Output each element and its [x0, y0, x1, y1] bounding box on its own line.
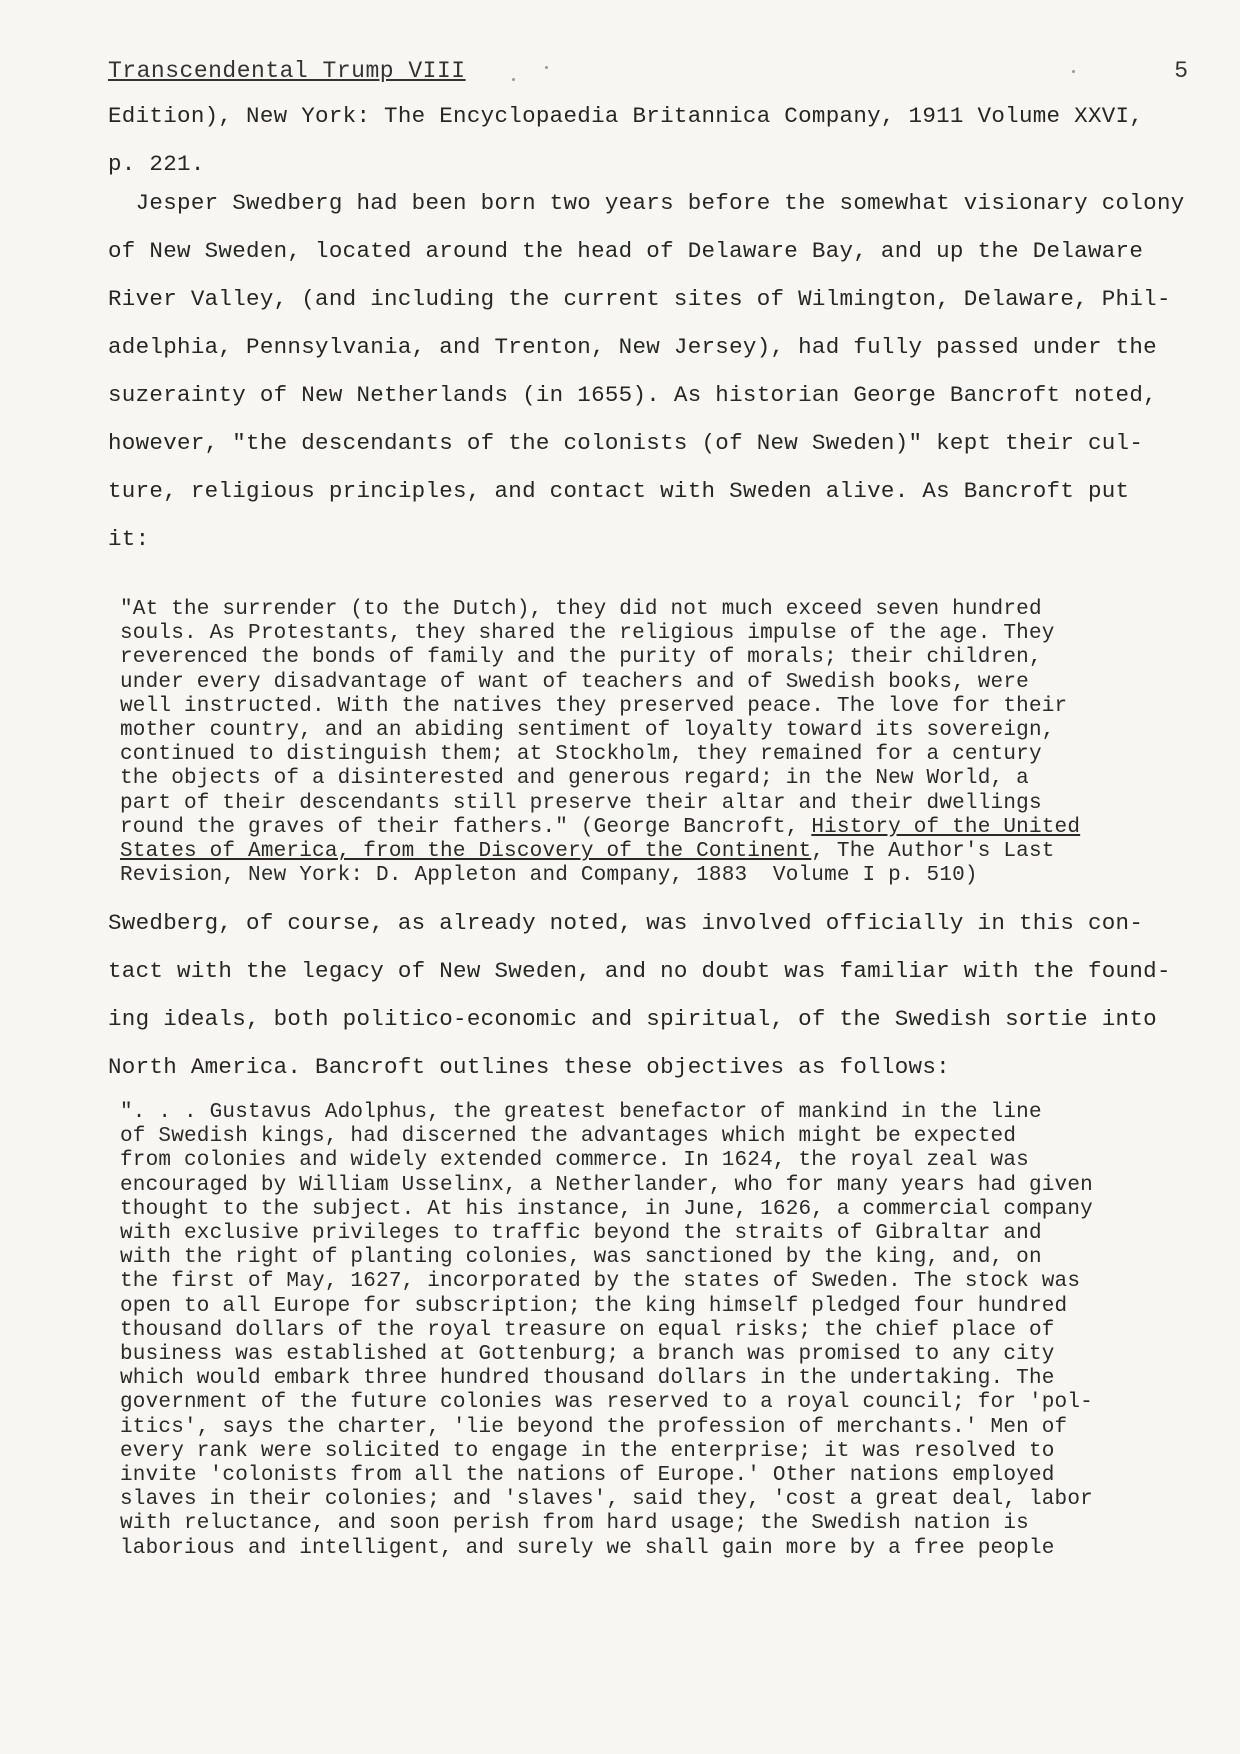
quote-line: which would embark three hundred thousand dollars in the undertaking. The: [120, 1367, 1055, 1391]
running-title: Transcendental Trump VIII: [108, 58, 466, 84]
paragraph-swedberg: [108, 899, 1208, 1091]
quote-line: thousand dollars of the royal treasure on equal risks; the chief place of: [120, 1318, 1055, 1342]
quote-citation-line: [120, 816, 1210, 840]
text-line: Jesper Swedberg had been born two years before the somewhat visionary colony: [108, 190, 1185, 216]
block-quote-bancroft-2: [120, 1101, 1210, 1561]
quote-line: with exclusive privileges to traffic beyond the straits of Gibraltar and: [120, 1222, 1042, 1246]
text-line: River Valley, (and including the current sites of Wilmington, Delaware, Phil-: [108, 286, 1171, 312]
citation-prefix: round the graves of their fathers." (George Bancroft,: [120, 815, 812, 839]
paragraph-new-sweden: [108, 179, 1208, 563]
quote-line: of Swedish kings, had discerned the advantages which might be expected: [120, 1125, 1017, 1149]
page-header: [108, 58, 1188, 94]
quote-line: "At the surrender (to the Dutch), they did not much exceed seven hundred: [120, 598, 1042, 621]
quote-line: well instructed. With the natives they preserved peace. The love for their: [120, 694, 1068, 718]
text-line: tact with the legacy of New Sweden, and no doubt was familiar with the found-: [108, 958, 1171, 984]
text-line: adelphia, Pennsylvania, and Trenton, New Jersey), had fully passed under the: [108, 334, 1157, 360]
quote-line: with reluctance, and soon perish from hard usage; the Swedish nation is: [120, 1512, 1029, 1536]
text-line: suzerainty of New Netherlands (in 1655). As historian George Bancroft noted,: [108, 382, 1157, 408]
book-title-continued: States of America, from the Discovery of the Continent: [120, 840, 812, 864]
quote-line: itics', says the charter, 'lie beyond the profession of merchants.' Men of: [120, 1415, 1068, 1439]
quote-line: the objects of a disinterested and generous regard; in the New World, a: [120, 767, 1029, 791]
quote-line: business was established at Gottenburg; a branch was promised to any city: [120, 1343, 1055, 1367]
quote-line: from colonies and widely extended commerce. In 1624, the royal zeal was: [120, 1149, 1029, 1173]
quote-line: souls. As Protestants, they shared the religious impulse of the age. They: [120, 622, 1055, 646]
quote-line: the first of May, 1627, incorporated by the states of Sweden. The stock was: [120, 1270, 1081, 1294]
quote-line: continued to distinguish them; at Stockholm, they remained for a century: [120, 743, 1042, 767]
quote-line: laborious and intelligent, and surely we shall gain more by a free people: [120, 1536, 1055, 1560]
quote-line: mother country, and an abiding sentiment of loyalty toward its sovereign,: [120, 719, 1055, 743]
book-title: History of the United: [811, 815, 1081, 839]
text-line: Edition), New York: The Encyclopaedia Britannica Company, 1911 Volume XXVI,: [108, 103, 1144, 129]
quote-line: ". . . Gustavus Adolphus, the greatest benefactor of mankind in the line: [120, 1101, 1042, 1124]
quote-line: government of the future colonies was reserved to a royal council; for 'pol-: [120, 1391, 1093, 1415]
citation-suffix: , The Author's Last: [811, 840, 1055, 864]
quote-line: thought to the subject. At his instance, in June, 1626, a commercial company: [120, 1197, 1093, 1221]
quote-line: under every disadvantage of want of teachers and of Swedish books, were: [120, 670, 1029, 694]
quote-line: encouraged by William Usselinx, a Netherlander, who for many years had given: [120, 1173, 1093, 1197]
text-line: it:: [108, 526, 150, 552]
quote-line: reverenced the bonds of family and the purity of morals; their children,: [120, 646, 1042, 670]
quote-line: every rank were solicited to engage in the enterprise; it was resolved to: [120, 1439, 1055, 1463]
page-number: 5: [1174, 58, 1188, 84]
text-line: however, "the descendants of the colonists (of New Sweden)" kept their cul-: [108, 430, 1144, 456]
scan-speck: [512, 78, 515, 81]
text-line: p. 221.: [108, 151, 205, 177]
text-line: North America. Bancroft outlines these objectives as follows:: [108, 1054, 950, 1080]
block-quote-bancroft-1: [120, 598, 1210, 888]
scan-speck: [1072, 70, 1075, 73]
quote-line: invite 'colonists from all the nations of Europe.' Other nations employed: [120, 1464, 1055, 1488]
quote-line: with the right of planting colonies, was sanctioned by the king, and, on: [120, 1246, 1042, 1270]
text-line: of New Sweden, located around the head of Delaware Bay, and up the Delaware: [108, 238, 1144, 264]
citation-continuation: [108, 92, 1208, 188]
quote-citation-line: [120, 840, 1210, 864]
quote-line: part of their descendants still preserve their altar and their dwellings: [120, 791, 1042, 815]
text-line: Swedberg, of course, as already noted, was involved officially in this con-: [108, 910, 1144, 936]
text-line: ture, religious principles, and contact with Sweden alive. As Bancroft put: [108, 478, 1130, 504]
quote-citation-line: Revision, New York: D. Appleton and Company, 1883 Volume I p. 510): [120, 864, 978, 888]
quote-line: open to all Europe for subscription; the king himself pledged four hundred: [120, 1294, 1068, 1318]
quote-line: slaves in their colonies; and 'slaves', said they, 'cost a great deal, labor: [120, 1488, 1093, 1512]
text-line: ing ideals, both politico-economic and spiritual, of the Swedish sortie into: [108, 1006, 1157, 1032]
scan-speck: [545, 66, 548, 69]
